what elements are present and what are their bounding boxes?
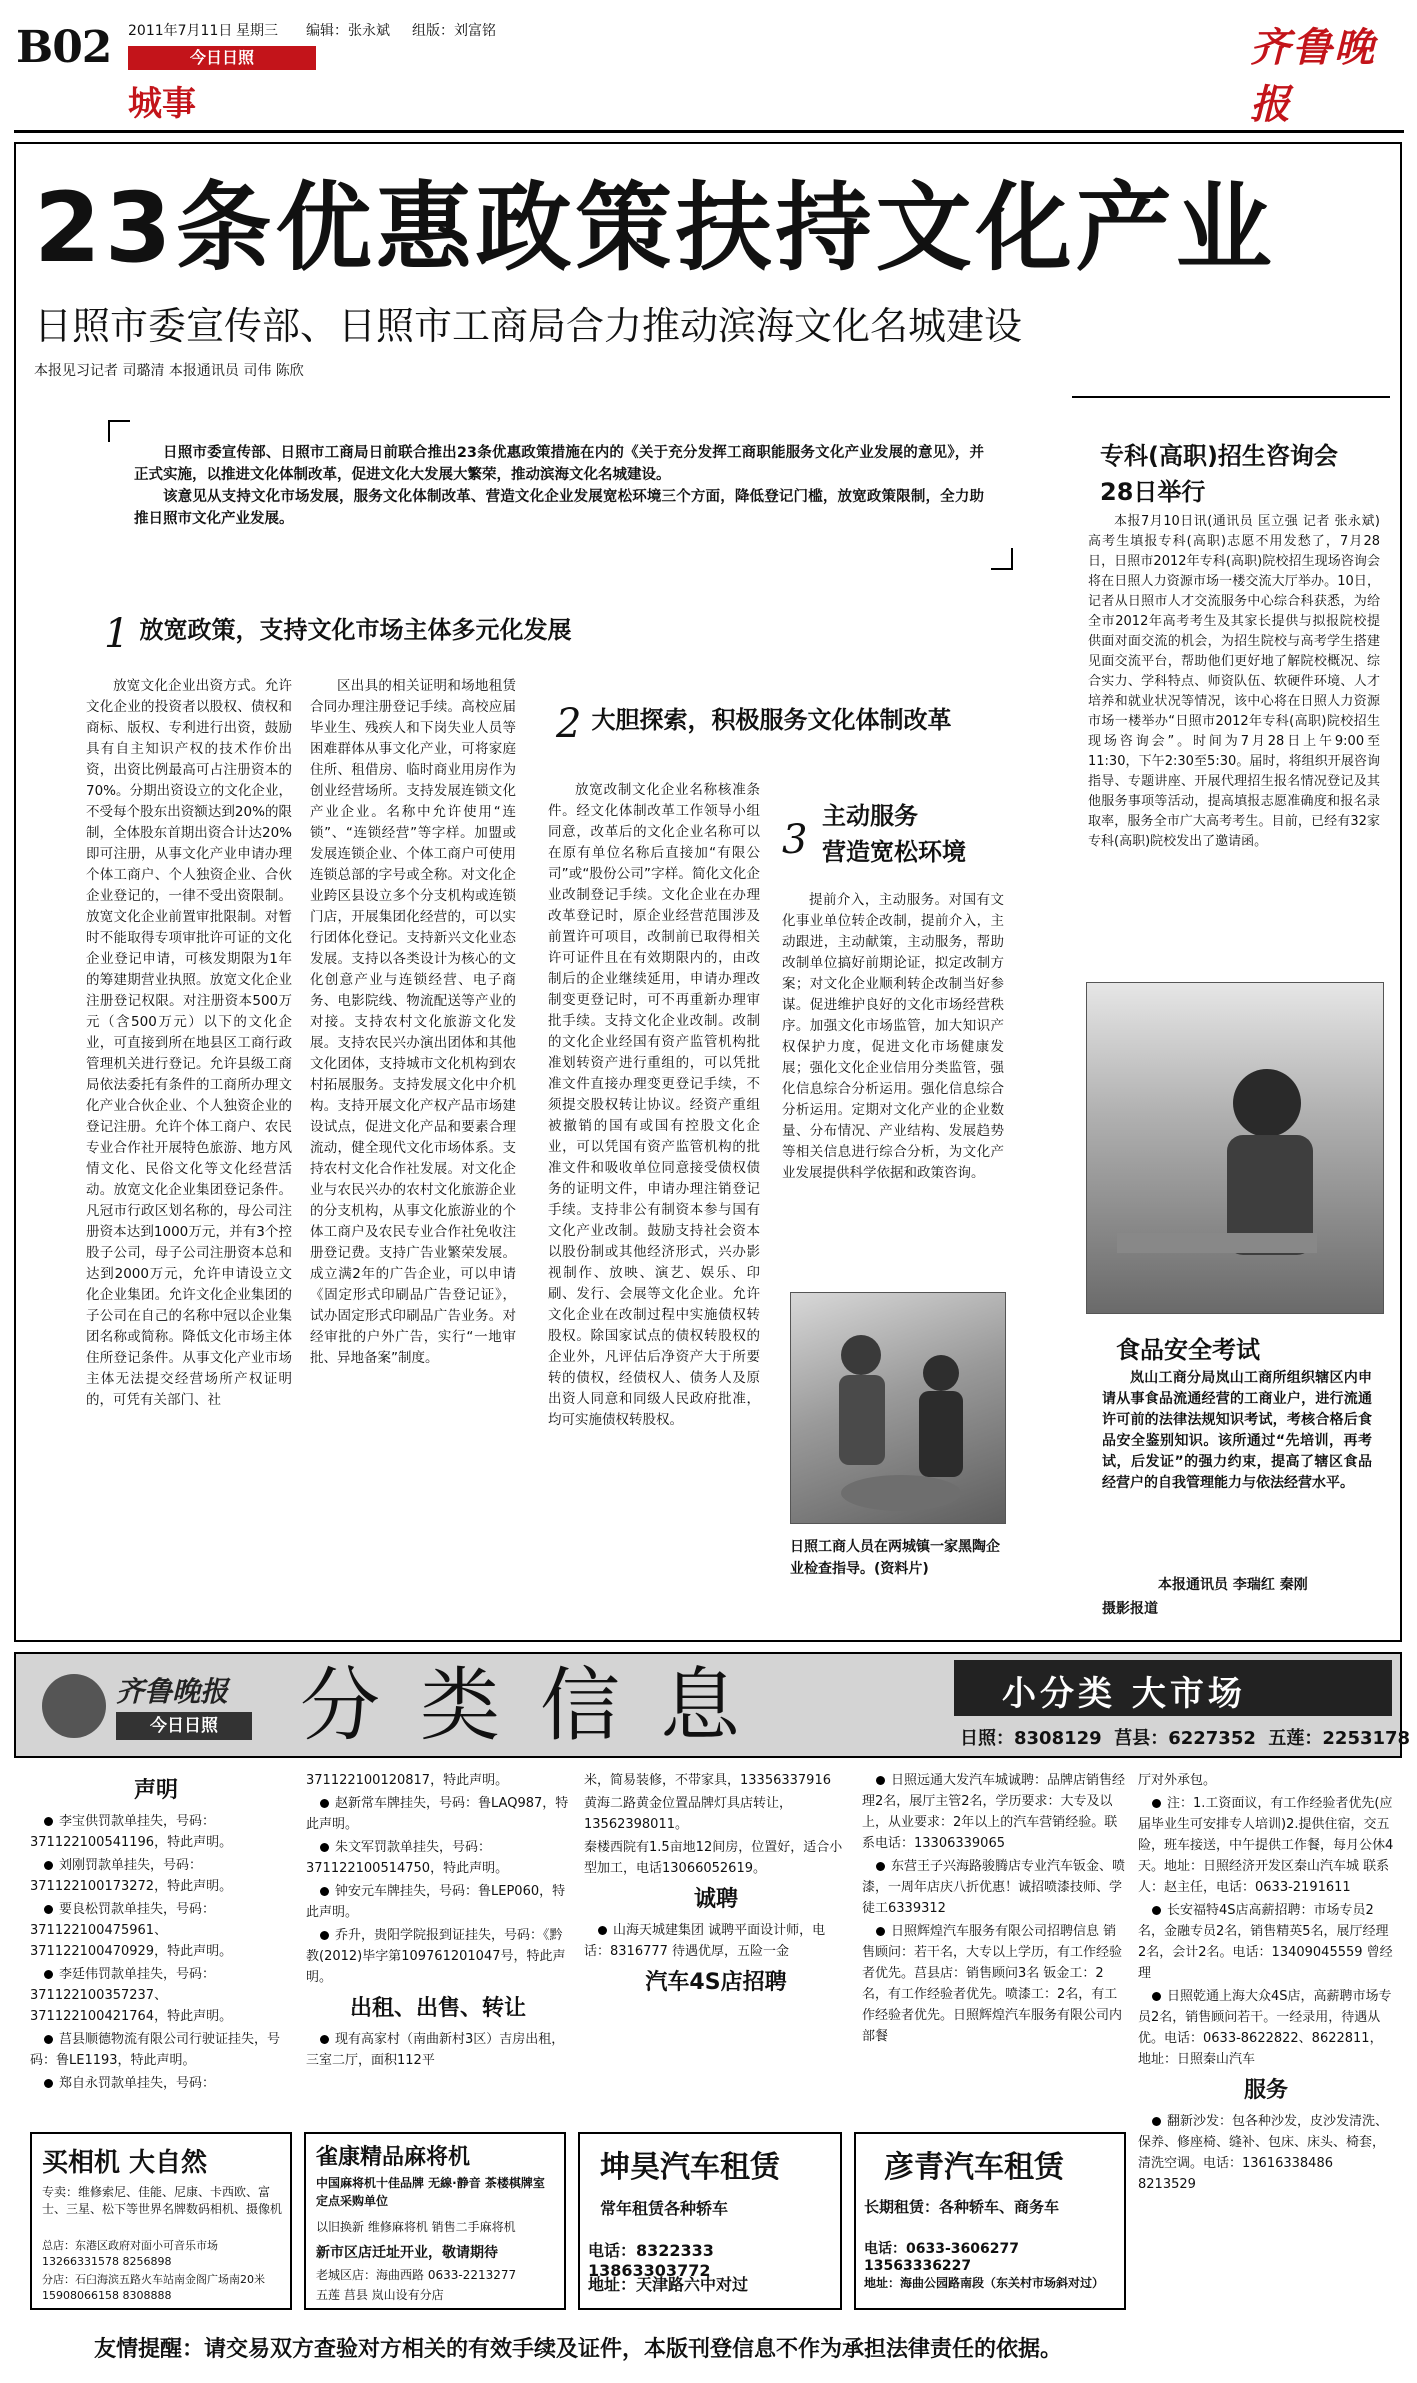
classified-banner <box>14 1652 1411 1758</box>
ad-kunhao-line-2: 电话：8322333 13863303772 <box>588 2241 714 2280</box>
bullet-icon <box>1152 1992 1161 2001</box>
classified-item-text: 现有高家村（南曲新村3区）吉房出租，三室二厅，面积112平 <box>306 2032 565 2068</box>
ad-kunhao-title: 坤昊汽车租赁 <box>600 2150 780 2185</box>
classified-item-text: 山海天城建集团 诚聘平面设计师，电话：8316777 待遇优厚，五险一金 <box>584 1923 826 1959</box>
classified-col-a <box>30 1770 294 2096</box>
classified-col-b <box>306 1770 570 2073</box>
bullet-icon <box>44 2035 53 2044</box>
classified-item <box>584 1793 848 1835</box>
intro-text <box>134 442 984 530</box>
lead-byline: 本报见习记者 司璐清 本报通讯员 司伟 陈欣 <box>34 363 304 379</box>
section-3-heading <box>782 800 1012 880</box>
ad-mahjong-line-1: 中国麻将机十佳品牌 无線·静音 茶楼棋牌室定点采购单位 <box>316 2176 545 2208</box>
classified-item-text: 371122100120817，特此声明。 <box>306 1773 509 1788</box>
classified-item-text: 李宝供罚款单挂失，号码：371122100541196，特此声明。 <box>30 1814 233 1850</box>
classified-col-c2-list <box>584 1920 848 1962</box>
classified-item-text: 赵新常车牌挂失，号码：鲁LAQ987，特此声明。 <box>306 1796 569 1832</box>
classified-col-d-list <box>862 1770 1126 2047</box>
classified-heading-chuzu: 出租、出售、转让 <box>349 1996 526 2021</box>
sidebar-title-1: 专科(高职)招生咨询会 <box>1100 442 1338 470</box>
classified-item <box>862 1921 1126 2047</box>
lead-column-1-text: 放宽文化企业出资方式。允许文化企业的投资者以股权、债权和商标、版权、专利进行出资，鼓励具有自主知识产权的技术作价出资，出资比例最高可占注册资本的70%。分期出资设立的文化企业，不受每个股东出资额达到20%的限制，全体股东首期出资合计达20%即可注册，从事文化产业申请办理个体工商户、个人独资企业、合伙企业登记的，一律不受出资限制。放宽文化企业前置审批限制。对暂时不能取得专项审批许可证的文化企业登记申请，可核发期限为1年的筹建期营业执照。放宽文化企业注册登记权限。对注册资本500万元（含500万元）以下的文化企业，可直接到所在地县区工商行政管理机关进行登记。允许县级工商局依法委托有条件的工商所办理文化产业合伙企业、个人独资企业的登记注册。允许个体工商户、农民专业合作社开展特色旅游、地方风情文化、民俗文化等文化经营活动。放宽文化企业集团登记条件。凡冠市行政区划名称的，母公司注册资本达到1000万元，并有3个控股子公司，母子公司注册资本总和达到2000万元，允许申请设立文化企业集团。允许文化企业集团的子公司在自己的名称中冠以企业集团名称或简称。降低文化市场主体住所登记条件。从事文化产业市场主体无法提交经营场所产权证明的，可凭有关部门、社 <box>86 678 292 1408</box>
ad-mahjong-line-5: 五莲 莒县 岚山设有分店 <box>316 2288 444 2302</box>
section-3-number: 3 <box>782 817 808 863</box>
classified-item-text: 翻新沙发：包各种沙发，皮沙发清洗、保养、修座椅、缝补、包床、床头、椅套，清洗空调。电话：13616338486 8213529 <box>1138 2114 1389 2192</box>
food-credit-2: 摄影报道 <box>1102 1601 1158 1617</box>
classified-item-text: 日照辉煌汽车服务有限公司招聘信息 销售顾问：若干名，大专以上学历，有工作经验者优先。莒县店：销售顾问3名 钣金工：2名，有工作经验者优先。喷漆工：2名，有工作经验者优先。日照辉煌汽车服务有限公司内部餐 <box>862 1924 1123 2044</box>
section-2-heading <box>556 701 952 747</box>
classified-banner-title: 分类信息 <box>300 1659 780 1752</box>
food-title: 食品安全考试 <box>1116 1336 1260 1364</box>
classified-item-text: 李廷伟罚款单挂失，号码：371122100357237、371122100421764，特此声明。 <box>30 1967 233 2024</box>
section-1-heading <box>104 611 572 657</box>
classified-col-a-list <box>30 1811 294 2094</box>
lead-column-3-text: 放宽改制文化企业名称核准条件。经文化体制改革工作领导小组同意，改革后的文化企业名称可以在原有单位名称后直接加“有限公司”或“股份公司”字样。简化文化企业改制登记手续。文化企业在办理改革登记时，原企业经营范围涉及前置许可项目，改制前已取得相关许可证件且在有效期限内的，由改制后的企业继续延用，申请办理改制变更登记时，可不再重新办理审批手续。支持文化企业改制。改制的文化企业经国有资产监管机构批准划转资产进行重组的，可以凭批准文件直接办理变更登记手续，不须提交股权转让协议。经资产重组被撤销的国有或国有控股文化企业，可以凭国有资产监管机构的批准文件和吸收单位同意接受债权债务的证明文件，申请办理注销登记手续。支持非公有制资本参与国有文化产业改制。鼓励支持社会资本以股份制或其他经济形式，兴办影视制作、放映、演艺、娱乐、印刷、发行、会展等文化企业。允许文化企业在改制过程中实施债权转股权。除国家试点的债权转股权的企业外，凡评估后净资产大于所要转的债权，经债权人、债务人及原出资人同意和同级人民政府批准，均可实施债权转股权。 <box>548 782 760 1428</box>
masthead-date: 2011年7月11日 <box>128 23 233 39</box>
intro-paragraph-2: 该意见从支持文化市场发展，服务文化体制改革、营造文化企业发展宽松环境三个方面，降低登记门槛，放宽政策限制，全力助推日照市文化产业发展。 <box>134 489 984 527</box>
footer-notice: 友情提醒：请交易双方查验对方相关的有效手续及证件，本版刊登信息不作为承担法律责任的依据。 <box>94 2337 1063 2362</box>
classified-item-text: 黄海二路黄金位置品牌灯具店转让，13562398011。 <box>584 1796 793 1832</box>
ad-yanqing-line-2: 电话：0633-3606277 13563336227 <box>864 2241 1019 2274</box>
section-tag-label: 今日日照 <box>189 48 254 67</box>
masthead-layout: 组版：刘富铭 <box>412 23 496 39</box>
bullet-icon <box>44 1861 53 1870</box>
classified-col-d <box>862 1770 1126 2049</box>
classified-logo-emblem <box>42 1674 106 1738</box>
classified-logo-name: 齐鲁晚报 <box>116 1675 229 1708</box>
intro-paragraph-1: 日照市委宣传部、日照市工商局日前联合推出23条优惠政策措施在内的《关于充分发挥工商职能服务文化产业发展的意见》，并正式实施，以推进文化体制改革，促进文化大发展大繁荣，推动滨海文化名城建设。 <box>134 445 984 483</box>
classified-item-text: 厅对外承包。 <box>1138 1773 1217 1788</box>
intro-corner-br <box>991 548 1013 570</box>
intro-box <box>108 420 1013 570</box>
classified-item <box>30 1811 294 1853</box>
sidebar-body-text: 本报7月10日讯(通讯员 匡立强 记者 张永斌) 高考生填报专科(高职)志愿不用发愁了，7月28日，日照市2012年专科(高职)院校招生现场咨询会将在日照人力资源市场一楼交流大厅举办。10日，记者从日照市人才交流服务中心综合科获悉，为给全市2012年高考考生及其家长提供与拟报院校提供面对面交流的机会，为招生院校与高考学生搭建见面交流平台，帮助他们更好地了解院校概况、综合实力、学科特点、师资队伍、软硬件环境、人才培养和就业状况等情况，该中心将在日照人力资源市场一楼举办“日照市2012年专科(高职)院校招生现场咨询会”。时间为7月28日上午9:00至11:30，下午2:30至5:30。届时，将组织开展咨询指导、专题讲座、开展代理招生报名情况登记及其他服务事项等活动，提高填报志愿准确度和报名录取率，服务全市广大高考考生。目前，已经有32家专科(高职)院校发出了邀请函。 <box>1088 514 1380 849</box>
masthead <box>0 0 1417 140</box>
classified-col-e-list <box>1138 1770 1394 2070</box>
classified-item <box>30 2073 294 2094</box>
ad-yanqing-line-3: 地址：海曲公园路南段（东关村市场斜对过） <box>864 2276 1105 2290</box>
classified-item <box>584 1770 848 1791</box>
classified-heading-shengming: 声明 <box>134 1778 179 1803</box>
bullet-icon <box>320 1887 329 1896</box>
classified-item-text: 日照远通大发汽车城诚聘：品牌店销售经理2名，展厅主管2名，学历要求：大专及以上，从业要求：2年以上的汽车营销经验。联系电话：13306339065 <box>862 1773 1126 1851</box>
classified-slogan: 小分类 大市场 <box>1002 1674 1246 1714</box>
exam-photo <box>1086 982 1384 1314</box>
classified-item-text: 郑自永罚款单挂失，号码： <box>59 2076 216 2091</box>
classified-item-text: 注：1.工资面议，有工作经验者优先(应届毕业生可安排专人培训)2.提供住宿，交五险，班车接送，中午提供工作餐，每月公休4天。地址：日照经济开发区秦山汽车城 联系人：赵主任，电话：0633-2191611 <box>1138 1796 1394 1895</box>
masthead-weekday: 星期三 <box>236 23 278 39</box>
classified-item <box>862 1770 1126 1854</box>
sidebar-title-2: 28日举行 <box>1100 478 1206 506</box>
ad-kunhao-line-1: 常年租赁各种轿车 <box>600 2199 729 2218</box>
classified-heading-fuwu: 服务 <box>1243 2078 1288 2103</box>
classified-item <box>584 1837 848 1879</box>
inspection-photo-figures <box>791 1293 1005 1523</box>
paper-logo: 齐鲁晚报 <box>1250 24 1376 128</box>
section-name: 城事 <box>128 84 196 124</box>
sidebar <box>1072 396 1390 1632</box>
section-1-title: 放宽政策，支持文化市场主体多元化发展 <box>139 616 572 644</box>
lead-subheadline: 日照市委宣传部、日照市工商局合力推动滨海文化名城建设 <box>34 304 1023 348</box>
ad-mahjong-line-2: 以旧换新 维修麻将机 销售二手麻将机 <box>316 2220 516 2234</box>
ad-mahjong-title: 雀康精品麻将机 <box>316 2145 471 2170</box>
classified-item-text: 乔升，贵阳学院报到证挂失，号码：《黔教(2012)毕字第109761201047号，特此声明。 <box>306 1928 566 1985</box>
classified-item <box>30 1899 294 1962</box>
classified-item <box>30 1964 294 2027</box>
classified-item <box>1138 1793 1394 1898</box>
classified-item-text: 要良松罚款单挂失，号码：371122100475961、371122100470929，特此声明。 <box>30 1902 233 1959</box>
classified-item <box>584 1920 848 1962</box>
section-2-title: 大胆探索，积极服务文化体制改革 <box>591 706 952 734</box>
bullet-icon <box>320 2035 329 2044</box>
classified-item <box>306 2029 570 2071</box>
classified-item <box>306 1793 570 1835</box>
classified-item-text: 钟安元车牌挂失，号码：鲁LEP060，特此声明。 <box>306 1884 566 1920</box>
lead-column-4 <box>782 890 1004 1276</box>
ad-yanqing <box>854 2132 1126 2310</box>
classified-item-text: 长安福特4S店高薪招聘：市场专员2名，金融专员2名，销售精英5名，展厅经理2名，会计2名。电话：13409045559 曾经理 <box>1138 1903 1393 1981</box>
classified-item <box>1138 1770 1394 1791</box>
ad-mahjong-line-4: 老城区店：海曲西路 0633-2213277 <box>316 2268 517 2282</box>
classified-col-b-list <box>306 1770 570 1988</box>
ad-kunhao-line-3: 地址：天津路六中对过 <box>588 2275 749 2294</box>
photo-caption: 日照工商人员在两城镇一家黑陶企业检查指导。(资料片) <box>790 1539 1000 1577</box>
inspection-photo <box>790 1292 1006 1524</box>
bullet-icon <box>320 1931 329 1940</box>
food-credit-1: 本报通讯员 李瑞红 秦刚 <box>1158 1577 1308 1593</box>
lead-column-2-text: 区出具的相关证明和场地租赁合同办理注册登记手续。高校应届毕业生、残疾人和下岗失业人员等困难群体从事文化产业，可将家庭住所、租借房、临时商业用房作为创业经营场所。支持发展连锁文化产业企业。名称中允许使用“连锁”、“连锁经营”等字样。加盟或发展连锁企业、个体工商户可使用连锁总部的字号或全称。对文化企业跨区县设立多个分支机构或连锁门店，开展集团化经营的，可以实行团体化登记。支持新兴文化业态发展。支持以各类设计为核心的文化创意产业与连锁经营、电子商务、电影院线、物流配送等产业的对接。支持农村文化旅游文化发展。支持农民兴办演出团体和其他文化团体，支持城市文化机构到农村拓展服务。支持发展文化中介机构。支持开展文化产权产品市场建设试点，促进文化产品和要素合理流动，健全现代文化市场体系。支持农村文化合作社发展。对文化企业与农民兴办的农村文化旅游企业的分支机构，从事文化旅游业的个体工商户及农民专业合作社免收注册登记费。支持广告业繁荣发展。成立满2年的广告企业，可以申请《固定形式印刷品广告登记证》，试办固定形式印刷品广告业务。对经审批的户外广告，实行“一地审批、异地备案”制度。 <box>310 678 516 1366</box>
lead-column-2 <box>310 676 516 1626</box>
classified-item-text: 朱文军罚款单挂失，号码：371122100514750，特此声明。 <box>306 1840 509 1876</box>
lead-column-3 <box>548 780 760 1626</box>
section-1-number: 1 <box>104 611 130 657</box>
classified-logo-sub <box>116 1712 252 1740</box>
classified-col-c <box>584 1770 848 2003</box>
classified-heading-zhaopin: 诚聘 <box>693 1887 738 1912</box>
classified-item <box>306 1881 570 1923</box>
ad-camera-title: 买相机 大自然 <box>42 2148 208 2178</box>
classified-heading-4s: 汽车4S店招聘 <box>645 1970 787 1995</box>
sidebar-top-rule <box>1072 396 1390 398</box>
classified-item <box>30 1855 294 1897</box>
ad-kunhao <box>578 2132 842 2310</box>
ad-mahjong <box>304 2132 566 2310</box>
classified-item-text: 秦楼西院有1.5亩地12间房，位置好，适合小型加工，电话13066052619。 <box>584 1840 843 1876</box>
bullet-icon <box>876 1862 885 1871</box>
classified-col-b2-list <box>306 2029 570 2071</box>
food-body <box>1102 1368 1372 1494</box>
classified-item <box>862 1856 1126 1919</box>
bullet-icon <box>1152 2117 1161 2126</box>
classified-item <box>306 1925 570 1988</box>
bullet-icon <box>44 1905 53 1914</box>
section-tag <box>128 46 316 70</box>
ad-yanqing-line-1: 长期租赁：各种轿车、商务车 <box>864 2198 1060 2216</box>
lead-column-1 <box>86 676 292 1626</box>
bullet-icon <box>1152 1906 1161 1915</box>
classified-item <box>1138 2111 1394 2195</box>
bullet-icon <box>320 1843 329 1852</box>
section-2-number: 2 <box>556 701 582 747</box>
page-code: B02 <box>16 22 112 73</box>
masthead-divider <box>14 130 1404 133</box>
masthead-editor: 编辑：张永斌 <box>306 23 390 39</box>
bullet-icon <box>876 1927 885 1936</box>
bullet-icon <box>1152 1799 1161 1808</box>
classified-phones: 日照：8308129 莒县：6227352 五莲：2253178 <box>960 1728 1411 1749</box>
bullet-icon <box>598 1926 607 1935</box>
bullet-icon <box>44 2079 53 2088</box>
section-3-title-2: 营造宽松环境 <box>822 838 966 866</box>
ad-camera-line-2: 总店：东港区政府对面小可音乐市场 13266331578 8256898 <box>42 2239 218 2268</box>
classified-logo-sub-label: 今日日照 <box>150 1716 218 1736</box>
classified-item-text: 东营王子兴海路骏腾店专业汽车钣金、喷漆，一周年店庆八折优惠！诚招喷漆技师、学徒工6339312 <box>862 1859 1126 1916</box>
classified-col-e2-list <box>1138 2111 1394 2195</box>
ad-mahjong-line-3: 新市区店迁址开业，敬请期待 <box>316 2245 498 2261</box>
bullet-icon <box>44 1970 53 1979</box>
classified-col-e <box>1138 1770 1394 2197</box>
classified-item <box>1138 1900 1394 1984</box>
classified-item <box>306 1837 570 1879</box>
intro-corner-tl <box>108 420 130 442</box>
bullet-icon <box>876 1776 885 1785</box>
section-3-title-1: 主动服务 <box>822 802 918 830</box>
classified-item-text: 莒县顺德物流有限公司行驶证挂失，号码：鲁LE1193，特此声明。 <box>30 2032 281 2068</box>
classified-item <box>306 1770 570 1791</box>
ad-yanqing-title: 彦青汽车租赁 <box>884 2150 1064 2185</box>
classified-slogan-box <box>954 1660 1392 1716</box>
classified-col-c-list <box>584 1770 848 1879</box>
ad-camera <box>30 2132 292 2310</box>
food-body-text: 岚山工商分局岚山工商所组织辖区内申请从事食品流通经营的工商业户，进行流通许可前的法律法规知识考试，考核合格后食品安全鉴别知识。该所通过“先培训，再考试，后发证”的强力约束，提高了辖区食品经营户的自我管理能力与依法经营水平。 <box>1102 1370 1372 1491</box>
bullet-icon <box>44 1817 53 1826</box>
lead-headline: 23条优惠政策扶持文化产业 <box>34 172 1276 284</box>
classified-item <box>1138 1986 1394 2070</box>
lead-column-4-text: 提前介入，主动服务。对国有文化事业单位转企改制，提前介入，主动跟进，主动献策，主动服务，帮助改制单位搞好前期论证，拟定改制方案；对文化企业顺利转企改制当好参谋。促进维护良好的文化市场经营秩序。加强文化市场监管，加大知识产权保护力度，促进文化市场健康发展；强化文化企业信用分类监管，强化信息综合分析运用。强化信息综合分析运用。定期对文化产业的企业数量、分布情况、产业结构、发展趋势等相关信息进行综合分析，为文化产业发展提供科学依据和政策咨询。 <box>782 892 1004 1181</box>
classified-item <box>30 2029 294 2071</box>
ad-camera-line-1: 专卖：维修索尼、佳能、尼康、卡西欧、富士、三星、松下等世界名牌数码相机、摄像机 <box>42 2185 283 2216</box>
bullet-icon <box>320 1799 329 1808</box>
classified-item-text: 米，简易装修，不带家具，13356337916 <box>584 1773 831 1788</box>
classified-item-text: 刘刚罚款单挂失，号码：371122100173272，特此声明。 <box>30 1858 233 1894</box>
classified-item-text: 日照乾通上海大众4S店，高薪聘市场专员2名，销售顾问若干。一经录用，待遇从优。电话：0633-8622822、8622811，地址：日照秦山汽车 <box>1138 1989 1392 2067</box>
classified-logo <box>42 1666 282 1746</box>
ad-camera-line-3: 分店：石臼海滨五路火车站南金阁广场南20米 15908066158 8308888 <box>42 2273 265 2302</box>
exam-photo-figure <box>1087 983 1383 1313</box>
